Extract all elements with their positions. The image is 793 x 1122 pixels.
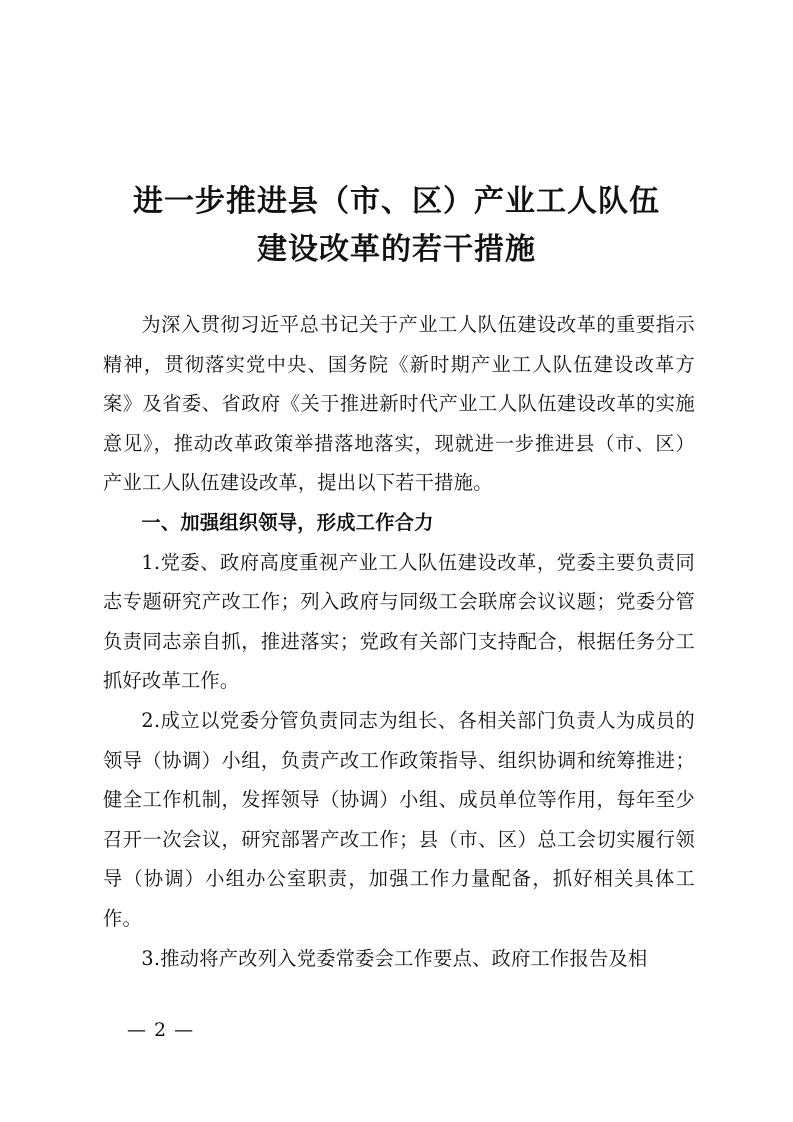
section-heading: 一、加强组织领导，形成工作合力 <box>141 510 434 534</box>
document-body <box>103 305 695 978</box>
measure-paragraph-2: 2.成立以党委分管负责同志为组长、各相关部门负责人为成员的领导（协调）小组，负责产改工作政策指导、组织协调和统筹推进；健全工作机制，发挥领导（协调）小组、成员单位等作用，每年至少召开一次会议，研究部署产改工作；县（市、区）总工会切实履行领导（协调）小组办公室职责，加强工作力量配备，抓好相关具体工作。 <box>103 708 695 930</box>
document-title-line-2: 建设改革的若干措施 <box>257 232 536 267</box>
measure-paragraph-1: 1.党委、政府高度重视产业工人队伍建设改革，党委主要负责同志专题研究产改工作；列入政府与同级工会联席会议议题；党委分管负责同志亲自抓，推进落实；党政有关部门支持配合，根据任务分工抓好改革工作。 <box>103 550 695 693</box>
page-number: — 2 — <box>127 1019 195 1041</box>
intro-paragraph: 为深入贯彻习近平总书记关于产业工人队伍建设改革的重要指示精神，贯彻落实党中央、国务院《新时期产业工人队伍建设改革方案》及省委、省政府《关于推进新时代产业工人队伍建设改革的实施意见》，推动改革政策举措落地落实，现就进一步推进县（市、区）产业工人队伍建设改革，提出以下若干措施。 <box>103 313 695 495</box>
document-title-line-1: 进一步推进县（市、区）产业工人队伍 <box>133 184 660 219</box>
measure-paragraph-3: 3.推动将产改列入党委常委会工作要点、政府工作报告及相 <box>141 946 648 970</box>
